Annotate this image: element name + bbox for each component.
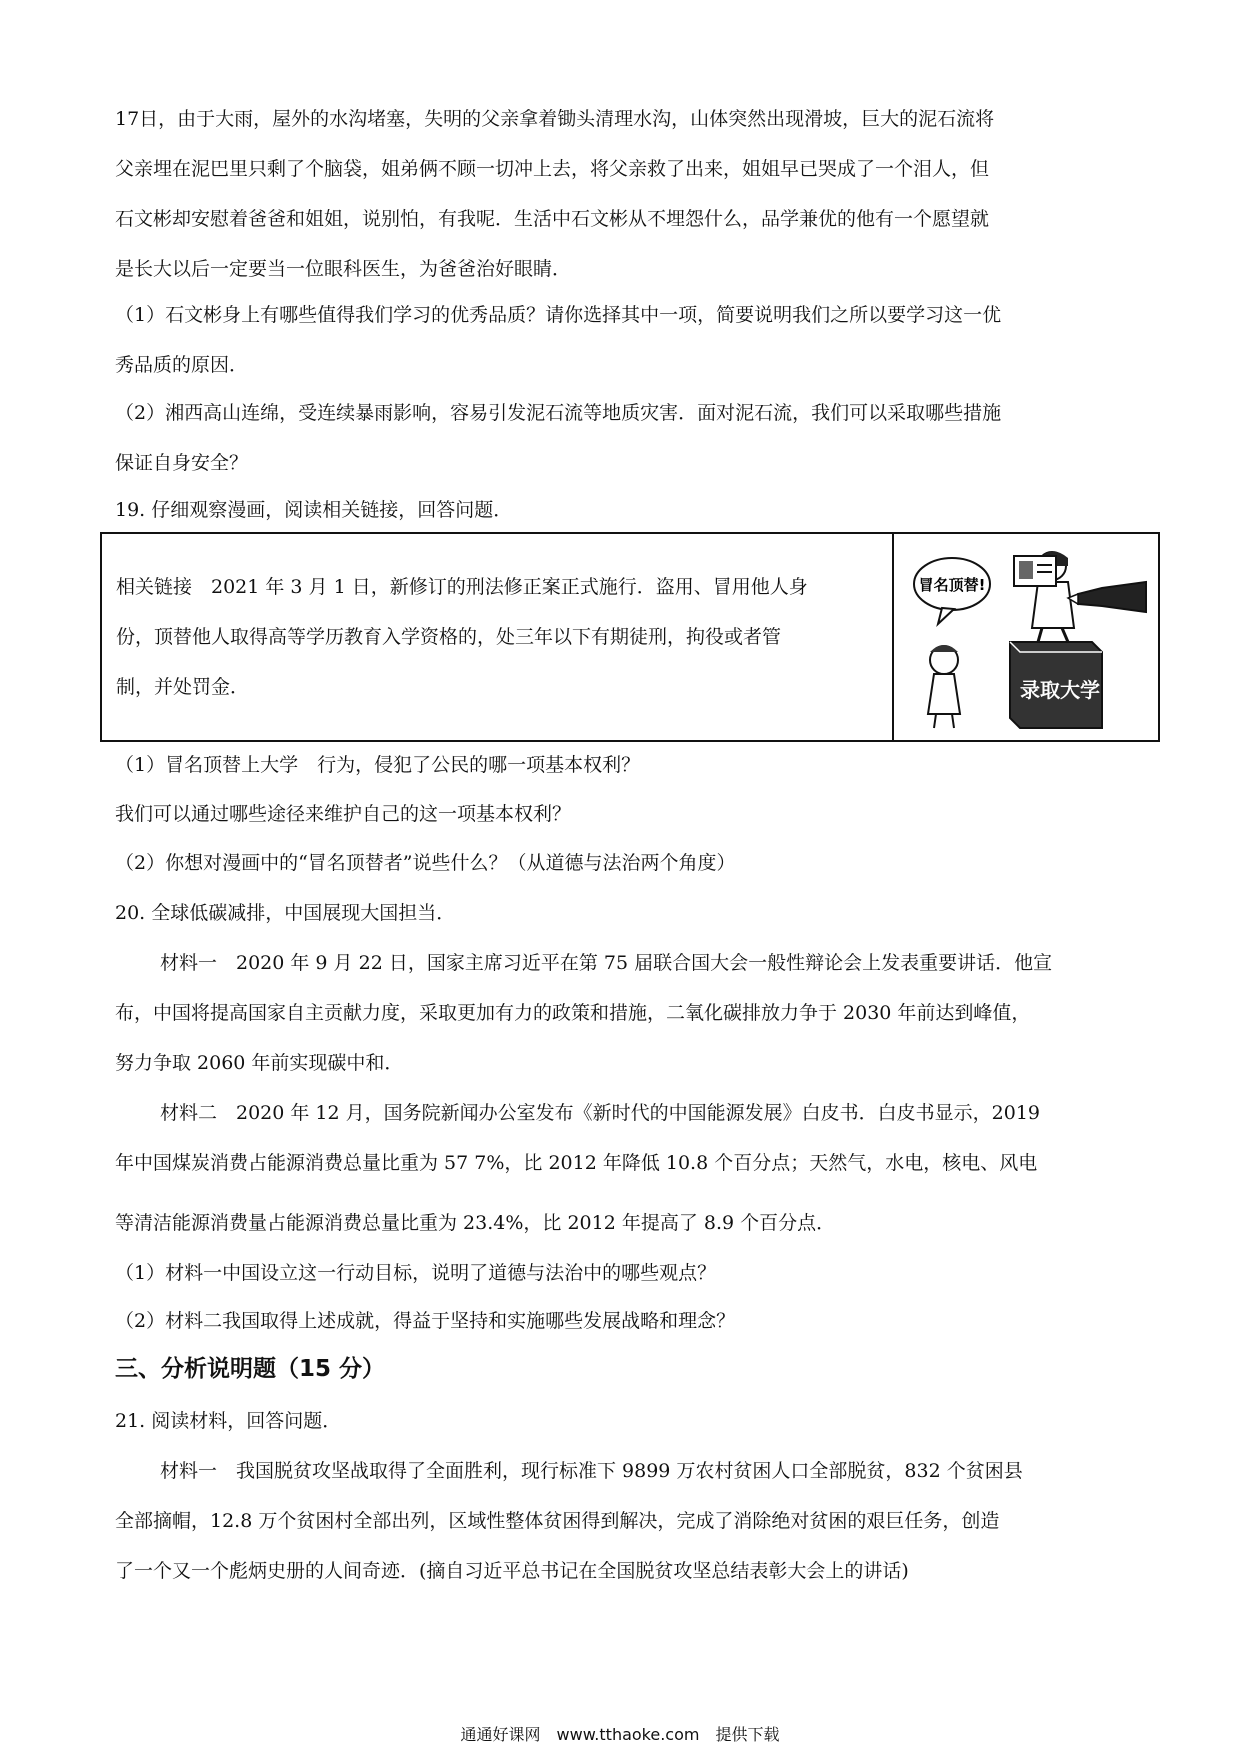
q18-material-line: 石文彬却安慰着爸爸和姐姐，说别怕，有我呢．生活中石文彬从不埋怨什么，品学兼优的他有一个愿望就 — [115, 208, 990, 230]
q18-sub2-line: （2）湘西高山连绵，受连续暴雨影响，容易引发泥石流等地质灾害．面对泥石流，我们可以采取哪些措施 — [115, 402, 1002, 424]
impostor-cartoon — [902, 542, 1152, 732]
q20-stem: 20. 全球低碳减排，中国展现大国担当． — [115, 902, 456, 924]
q21-material1-line: 全部摘帽，12.8 万个贫困村全部出列，区域性整体贫困得到解决，完成了消除绝对贫困的艰巨任务，创造 — [115, 1510, 1000, 1532]
q20-material2-line: 等清洁能源消费量占能源消费总量比重为 23.4%，比 2012 年提高了 8.9 个百分点． — [115, 1212, 836, 1234]
related-link-box — [100, 532, 1160, 742]
q19-sub1-b: 我们可以通过哪些途径来维护自己的这一项基本权利？ — [115, 803, 572, 825]
q18-sub2-line: 保证自身安全？ — [115, 452, 249, 474]
section-heading: 三、分析说明题（15 分） — [115, 1356, 386, 1382]
q19-stem: 19. 仔细观察漫画，阅读相关链接，回答问题． — [115, 499, 513, 521]
q20-sub1: （1）材料一中国设立这一行动目标，说明了道德与法治中的哪些观点？ — [115, 1262, 717, 1284]
q20-sub2: （2）材料二我国取得上述成就，得益于坚持和实施哪些发展战略和理念？ — [115, 1310, 736, 1332]
q18-material-line: 父亲埋在泥巴里只剩了个脑袋，姐弟俩不顾一切冲上去，将父亲救了出来，姐姐早已哭成了一个泪人，但 — [115, 158, 990, 180]
q20-material2-line: 年中国煤炭消费占能源消费总量比重为 57 7%，比 2012 年降低 10.8 个百分点；天然气，水电，核电、风电 — [115, 1152, 1038, 1174]
q20-material2-line: 材料二 2020 年 12 月，国务院新闻办公室发布《新时代的中国能源发展》白皮书．白皮书显示，2019 — [160, 1102, 1041, 1124]
related-link-line: 份，顶替他人取得高等学历教育入学资格的，处三年以下有期徒刑，拘役或者管 — [116, 626, 782, 648]
book-label-text: 录取大学 — [1020, 678, 1100, 702]
page-footer: 通通好课网 www.tthaoke.com 提供下载 — [460, 1725, 780, 1744]
q20-material1-line: 努力争取 2060 年前实现碳中和． — [115, 1052, 404, 1074]
q18-material-line: 17日，由于大雨，屋外的水沟堵塞，失明的父亲拿着锄头清理水沟，山体突然出现滑坡，巨大的泥石流将 — [115, 108, 995, 130]
q18-sub1-line: （1）石文彬身上有哪些值得我们学习的优秀品质？请你选择其中一项，简要说明我们之所以要学习这一优 — [115, 304, 1002, 326]
q19-sub1-a: （1）冒名顶替上大学 行为，侵犯了公民的哪一项基本权利？ — [115, 754, 641, 776]
speech-bubble-text: 冒名顶替! — [918, 576, 986, 594]
q21-stem: 21. 阅读材料，回答问题． — [115, 1410, 342, 1432]
q18-material-line: 是长大以后一定要当一位眼科医生，为爸爸治好眼睛． — [115, 258, 572, 280]
q19-sub2: （2）你想对漫画中的“冒名顶替者”说些什么？（从道德与法治两个角度） — [115, 852, 736, 874]
q21-material1-line: 材料一 我国脱贫攻坚战取得了全面胜利，现行标准下 9899 万农村贫困人口全部脱贫，832 个贫困县 — [160, 1460, 1023, 1482]
q18-sub1-line: 秀品质的原因． — [115, 354, 249, 376]
box-divider — [892, 534, 894, 740]
q21-material1-line: 了一个又一个彪炳史册的人间奇迹．(摘自习近平总书记在全国脱贫攻坚总结表彰大会上的讲话) — [115, 1560, 909, 1582]
q20-material1-line: 材料一 2020 年 9 月 22 日，国家主席习近平在第 75 届联合国大会一般性辩论会上发表重要讲话．他宣 — [160, 952, 1053, 974]
related-link-line: 制，并处罚金． — [116, 676, 250, 698]
related-link-line: 相关链接 2021 年 3 月 1 日，新修订的刑法修正案正式施行．盗用、冒用他人身 — [116, 576, 808, 598]
q20-material1-line: 布，中国将提高国家自主贡献力度，采取更加有力的政策和措施，二氧化碳排放力争于 2030 年前达到峰值， — [115, 1002, 1031, 1024]
